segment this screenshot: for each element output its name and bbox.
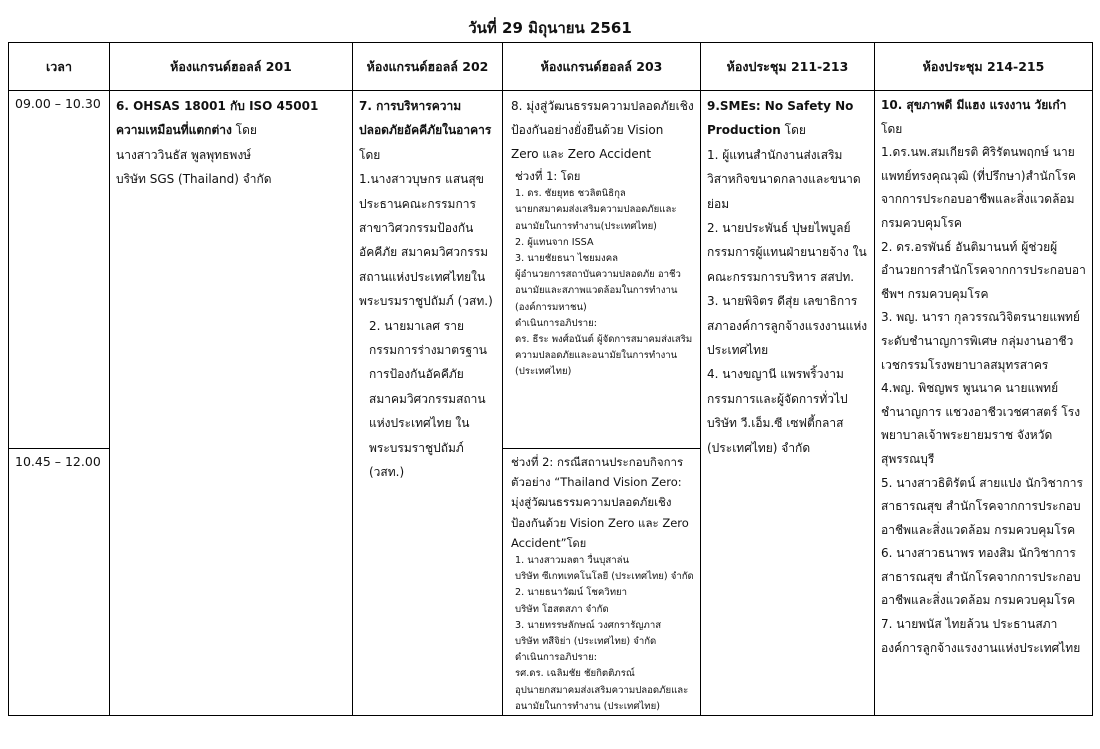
speaker-line: โดย: [881, 121, 903, 136]
speaker-line: 1. ดร. ชัยยุทธ ชวลิตนิธิกุล: [515, 188, 626, 200]
page-title: วันที่ 29 มิถุนายน 2561: [468, 19, 632, 37]
speaker-line: 6. นางสาวธนาพร ทองสิม นักวิชาการสาธารณสุข สำนักโรคจากการประกอบอาชีพและสิ่งแวดล้อม กรมควบคุมโรค: [881, 546, 1081, 608]
speaker-line: รศ.ดร. เฉลิมชัย ชัยกิตติภรณ์: [515, 668, 635, 680]
speaker-line: ดำเนินการอภิปราย:: [515, 317, 597, 329]
session-part-heading: ช่วงที่ 2: กรณีสถานประกอบกิจการตัวอย่าง “Thailand Vision Zero: มุ่งสู่วัฒนธรรมความปลอดภัยเชิงป้องกันด้วย Vision Zero และ Zero Accident”: [511, 455, 689, 550]
speaker-line: 1. ผู้แทนสำนักงานส่งเสริมวิสาหกิจขนาดกลางและขนาดย่อม: [707, 147, 861, 211]
speaker-line: โดย: [359, 147, 381, 162]
session-cell-211-213: [701, 91, 875, 716]
schedule-table: [8, 42, 1093, 716]
header-row: [9, 43, 1093, 91]
speaker-line: บริษัท ทสีจิย่า (ประเทศไทย) จำกัด: [515, 636, 657, 648]
speaker-line: บริษัท SGS (Thailand) จำกัด: [116, 172, 272, 187]
speaker-line: 2. นายมาเลศ ราย กรรมการร่างมาตรฐานการป้องกันอัคคีภัย สมาคมวิศวกรรมสถานแห่งประเทศไทย ในพระบรมราชูปถัมภ์ (วสท.): [369, 318, 488, 480]
session-title: 7. การบริหารความปลอดภัยอัคคีภัยในอาคาร: [359, 99, 492, 138]
speaker-line: 3. นายชัยธนา ไชยมงคล: [515, 253, 619, 265]
header-room-203: ห้องแกรนด์ฮอลล์ 203: [503, 43, 701, 91]
header-time: เวลา: [9, 43, 110, 91]
speaker-line: 4.พญ. พิชญพร พูนนาค นายแพทย์ชำนาญการ แชวงอาชีวเวชศาสตร์ โรงพยาบาลเจ้าพระยายมราช จังหวัดสุพรรณบุรี: [881, 381, 1081, 466]
speaker-line: บริษัท โฮสตสภา จำกัด: [515, 603, 609, 615]
speaker-line: 2. ดร.อรพันธ์ อันติมานนท์ ผู้ช่วยผู้อำนวยการสำนักโรคจากการประกอบอาชีพฯ กรมควบคุมโรค: [881, 239, 1086, 301]
speaker-line: 1. นางสาวมลตา วื่นบุสาล่น: [515, 555, 630, 567]
header-room-202: ห้องแกรนด์ฮอลล์ 202: [353, 43, 503, 91]
session-by: โดย: [566, 536, 587, 550]
speaker-line: ผู้อำนวยการสถาบันความปลอดภัย อาชีวอนามัยและสภาพแวดล้อมในการทำงาน (องค์การมหาชน): [515, 269, 681, 313]
session-cell-201: [110, 91, 353, 716]
session-by: โดย: [780, 123, 806, 138]
header-room-211-213: ห้องประชุม 211-213: [701, 43, 875, 91]
speaker-line: นางสาววินธัส พูลพุทธพงษ์: [116, 147, 252, 162]
session-title: 10. สุขภาพดี มีแฮง แรงงาน วัยเก๋า: [881, 98, 1067, 112]
speaker-line: บริษัท ซีเกทเทคโนโลยี (ประเทศไทย) จำกัด: [515, 571, 694, 583]
header-room-201: ห้องแกรนด์ฮอลล์ 201: [110, 43, 353, 91]
table-row: [9, 91, 1093, 449]
speaker-line: 3. พญ. นารา กุลวรรณวิจิตรนายแพทย์ระดับชำนาญการพิเศษ กลุ่มงานอาชีวเวชกรรมโรงพยาบาลสมุทรสาคร: [881, 310, 1080, 372]
session-part-heading: ช่วงที่ 1:: [515, 169, 558, 183]
speaker-line: ดำเนินการอภิปราย:: [515, 652, 597, 664]
speaker-line: 2. ผู้แทนจาก ISSA: [515, 236, 594, 248]
time-slot-1: 09.00 – 10.30: [9, 91, 110, 449]
time-slot-2: 10.45 – 12.00: [9, 449, 110, 716]
session-title: 8. มุ่งสู่วัฒนธรรมความปลอดภัยเชิงป้องกันอย่างยั่งยืนด้วย Vision Zero และ Zero Accident: [511, 99, 694, 161]
session-title: 9.SMEs: No Safety No Production: [707, 99, 854, 138]
session-cell-202: [353, 91, 503, 716]
session-cell-214-215: [875, 91, 1093, 716]
speaker-line: 3. นายพิจิตร ดีสุ่ย เลขาธิการสภาองค์การลูกจ้างแรงงานแห่งประเทศไทย: [707, 294, 868, 358]
speaker-line: 3. นายทรรษลักษณ์ วงศกรารัญภาส: [515, 619, 662, 631]
speaker-line: 1.ดร.นพ.สมเกียรติ ศิริรัตนพฤกษ์ นายแพทย์ทรงคุณวุฒิ (ที่ปรึกษา)สำนักโรคจากการประกอบอาชีพและสิ่งแวดล้อม กรมควบคุมโรค: [881, 145, 1077, 230]
header-room-214-215: ห้องประชุม 214-215: [875, 43, 1093, 91]
speaker-line: 4. นางขญานี แพรพริ้วงาม กรรมการและผู้จัดการทั่วไป บริษัท วี.เอ็ม.ซี เซฟตี้กลาส (ประเทศไทย) จำกัด: [707, 367, 848, 455]
speaker-line: อุปนายกสมาคมส่งเสริมความปลอดภัยและอนามัยในการทำงาน (ประเทศไทย): [515, 684, 689, 712]
speaker-line: นายกสมาคมส่งเสริมความปลอดภัยและอนามัยในการทำงาน(ประเทศไทย): [515, 204, 677, 232]
speaker-line: 1.นางสาวบุษกร แสนสุข ประธานคณะกรรมการสาขาวิศวกรรมป้องกันอัคคีภัย สมาคมวิศวกรรมสถานแห่งประเทศไทยในพระบรมราชูปถัมภ์ (วสท.): [359, 172, 493, 309]
speaker-line: 7. นายพนัส ไทยล้วน ประธานสภาองค์การลูกจ้างแรงงานแห่งประเทศไทย: [881, 617, 1081, 655]
speaker-line: ดร. ธีระ พงศ์อนันต์ ผู้จัดการสมาคมส่งเสริมความปลอดภัยและอนามัยในการทำงาน (ประเทศไทย): [515, 334, 693, 378]
speaker-line: 5. นางสาวธิติรัตน์ สายแปง นักวิชาการสาธารณสุข สำนักโรคจากการประกอบอาชีพและสิ่งแวดล้อม กรมควบคุมโรค: [881, 475, 1083, 537]
session-by: โดย: [231, 123, 257, 138]
session-cell-203-part1: [503, 91, 701, 449]
session-cell-203-part2: [503, 449, 701, 716]
speaker-line: 2. นายประพันธ์ ปุษยไพบูลย์ กรรมการผู้แทนฝ่ายนายจ้าง ในคณะกรรมการบริหาร สสปท.: [707, 221, 867, 284]
speaker-line: 2. นายธนาวัฒน์ โชควิทยา: [515, 587, 628, 599]
session-by: โดย: [557, 170, 581, 183]
session-title: 6. OHSAS 18001 กับ ISO 45001 ความเหมือนที่แตกต่าง: [116, 99, 319, 138]
